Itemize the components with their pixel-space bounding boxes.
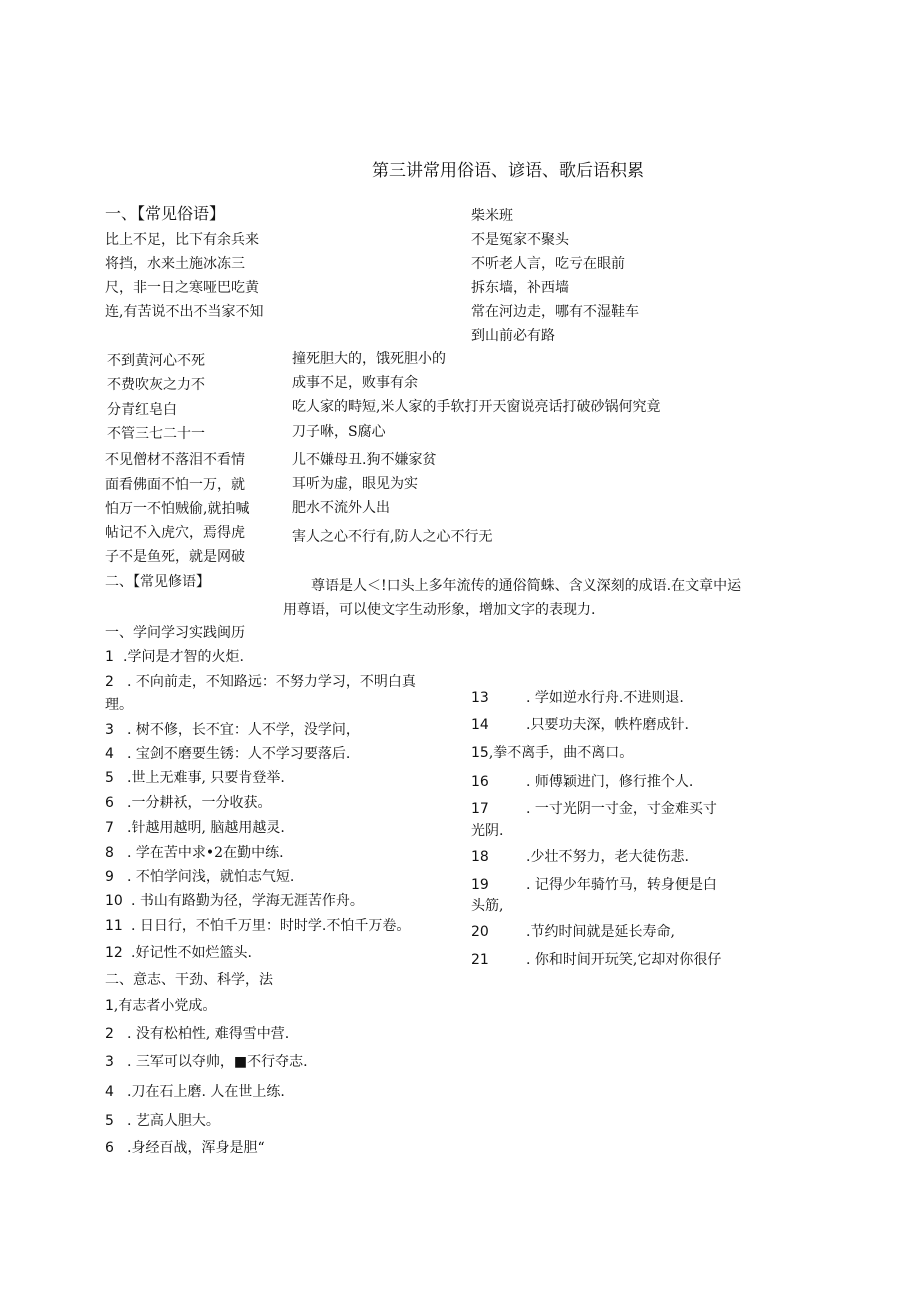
saying-line: 不到黄河心不死 <box>107 353 205 369</box>
saying-line: 到山前必有路 <box>471 328 555 344</box>
list-item <box>105 944 252 962</box>
list-item <box>105 819 285 837</box>
item-number: 3 <box>105 1054 114 1070</box>
item-number: 14 <box>471 717 489 733</box>
item-text: 理。 <box>105 697 133 713</box>
saying-line: 不管三七二十一 <box>107 426 205 442</box>
item-number: 2 <box>105 1026 114 1042</box>
item-number: 15 <box>471 745 489 761</box>
item-number: 20 <box>471 924 489 940</box>
list-item <box>105 1112 220 1130</box>
item-number: 12 <box>105 945 123 961</box>
saying-line: 帖记不入虎穴，焉得虎 <box>105 525 245 541</box>
list-item <box>105 1139 265 1157</box>
saying-line: 子不是鱼死，就是网破 <box>105 549 245 565</box>
item-number: 6 <box>105 1140 114 1156</box>
item-text: 光阴. <box>471 823 504 839</box>
list-item <box>471 716 689 734</box>
list-item <box>105 1083 285 1101</box>
item-text: .学问是才智的火炬. <box>123 649 244 665</box>
item-text: . 树不修，长不宜：人不学，没学问， <box>127 722 360 738</box>
item-number: 7 <box>105 820 114 836</box>
item-text: . 师傅颖进门，修行推个人. <box>526 774 694 790</box>
item-text: .只要功夫深，帙杵磨成针. <box>526 717 689 733</box>
saying-line: 面看佛面不怕一万，就 <box>105 477 245 493</box>
item-number: 16 <box>471 774 489 790</box>
item-text: . 宝剑不磨要生锈：人不学习要落后. <box>127 746 351 762</box>
item-text: . 不向前走，不知路远：不努力学习，不明白真 <box>127 674 416 690</box>
saying-line: 成事不足，败事有余 <box>292 375 418 391</box>
list-item <box>471 822 503 840</box>
subheading-learning: 一、学问学习实践闽历 <box>105 625 245 641</box>
saying-line: 常在河边走，哪有不湿鞋车 <box>471 304 639 320</box>
item-text: . 艺高人胆大。 <box>127 1113 220 1129</box>
list-item <box>105 673 416 691</box>
item-text: .身经百战，浑身是胆“ <box>127 1140 265 1156</box>
saying-line: 怕万一不怕贼偷,就拍喊 <box>105 501 250 517</box>
saying-line: 儿不嫌母丑.狗不嫌家贫 <box>292 452 437 468</box>
section-heading-common-proverbs: 二、【常见修语】 <box>105 574 210 590</box>
item-text: .针越用越明, 脑越用越灵. <box>127 820 285 836</box>
item-number: 6 <box>105 795 114 811</box>
list-item <box>471 800 717 818</box>
list-item <box>105 892 364 910</box>
saying-line: 耳听为虚，眼见为实 <box>292 476 418 492</box>
list-item <box>471 848 689 866</box>
saying-line: 吃人家的畤短,米人家的手软打开天窗说亮话打破砂锅何究竟 <box>292 399 661 415</box>
saying-line: 柴米班 <box>471 208 513 224</box>
item-text: .刀在石上磨. 人在世上练. <box>127 1084 285 1100</box>
item-text: . 记得少年骑竹马，转身便是白 <box>526 877 717 893</box>
page-title: 第三讲常用俗语、谚语、歌后语积累 <box>372 161 644 181</box>
saying-line: 不是冤家不聚头 <box>471 232 569 248</box>
item-text: . 没有松柏性, 难得雪中营. <box>127 1026 290 1042</box>
list-item <box>105 648 244 666</box>
item-number: 4 <box>105 746 114 762</box>
item-text: .少壮不努力，老大徒伤悲. <box>526 849 689 865</box>
list-item <box>471 689 684 707</box>
list-item <box>471 923 675 941</box>
section-intro <box>283 574 803 622</box>
item-text: . 你和时间开玩笑,它却对你很仔 <box>526 952 722 968</box>
item-text: 头筋, <box>471 898 504 914</box>
item-number: 5 <box>105 770 114 786</box>
item-number: 5 <box>105 1113 114 1129</box>
list-item <box>105 794 271 812</box>
saying-line: 不听老人言，吃亏在眼前 <box>471 256 625 272</box>
item-text: .一分耕袄，一分收获。 <box>127 795 272 811</box>
item-number: 19 <box>471 877 489 893</box>
item-number: 1 <box>105 649 114 665</box>
list-item <box>105 997 216 1015</box>
saying-line: 撞死胆大的，饿死胆小的 <box>292 351 446 367</box>
item-text: . 书山有路勤为径，学海无涯苦作舟。 <box>131 893 364 909</box>
intro-line: 尊语是人＜!口头上多年流传的通俗简蛛、含义深刻的成语.在文章中运 <box>311 578 742 594</box>
list-item <box>105 1053 308 1071</box>
item-text: . 日日行，不怕千万里：时时学.不怕千万卷。 <box>131 918 411 934</box>
saying-line: 刀子咻，S腐心 <box>292 424 386 440</box>
list-item <box>471 773 693 791</box>
item-text: .节约时间就是延长寿命, <box>526 924 675 940</box>
item-number: 13 <box>471 690 489 706</box>
section-heading-common-sayings: 一、【常见俗语】 <box>105 204 226 223</box>
item-text: .好记性不如烂篮头. <box>131 945 252 961</box>
item-text: . 一寸光阴一寸金，寸金难买寸 <box>526 801 717 817</box>
subheading-willpower: 二、意志、干劲、科学，法 <box>105 972 273 988</box>
list-item <box>471 951 721 969</box>
list-item <box>105 844 284 862</box>
list-item <box>105 868 294 886</box>
saying-line: 拆东墙，补西墙 <box>471 280 569 296</box>
saying-line: 害人之心不行有,防人之心不行无 <box>292 529 493 545</box>
saying-line: 尺，非一日之寒哑巴吃黄 <box>105 280 259 296</box>
item-number: 4 <box>105 1084 114 1100</box>
item-text: . 学在苦中求•2在勤中练. <box>127 845 284 861</box>
item-number: 11 <box>105 918 123 934</box>
saying-line: 不费吹灰之力不 <box>107 377 205 393</box>
saying-line: 将挡，水来土施冰冻三 <box>105 256 245 272</box>
item-text: . 不怕学问浅，就怕志气短. <box>127 869 295 885</box>
item-number: 2 <box>105 674 114 690</box>
item-number: 8 <box>105 845 114 861</box>
list-item <box>105 917 410 935</box>
item-number: 1 <box>105 998 114 1014</box>
item-text: .世上无难事, 只要肯登举. <box>127 770 285 786</box>
saying-line: 不见僧材不落泪不看情 <box>105 452 245 468</box>
item-number: 3 <box>105 722 114 738</box>
item-text: ,有志者小党成。 <box>113 998 217 1014</box>
item-number: 9 <box>105 869 114 885</box>
list-item <box>471 876 717 894</box>
list-item <box>105 745 350 763</box>
item-number: 10 <box>105 893 123 909</box>
list-item <box>471 744 633 762</box>
list-item <box>105 696 133 714</box>
item-number: 21 <box>471 952 489 968</box>
item-text: . 三军可以夺帅，■不行夺志. <box>127 1054 308 1070</box>
saying-line: 肥水不流外人出 <box>292 500 390 516</box>
list-item <box>471 897 503 915</box>
list-item <box>105 721 360 739</box>
item-text: . 学如逆水行舟.不进则退. <box>526 690 684 706</box>
list-item <box>105 769 285 787</box>
item-number: 17 <box>471 801 489 817</box>
item-text: ,拳不离手，曲不离口。 <box>488 745 634 761</box>
item-number: 18 <box>471 849 489 865</box>
saying-line: 分青红皂白 <box>107 402 177 418</box>
saying-line: 连,有苦说不出不当家不知 <box>105 304 264 320</box>
list-item <box>105 1025 289 1043</box>
intro-line: 用尊语，可以使文字生动形象，增加文字的表现力. <box>283 602 596 618</box>
saying-line: 比上不足，比下有余兵来 <box>105 232 259 248</box>
